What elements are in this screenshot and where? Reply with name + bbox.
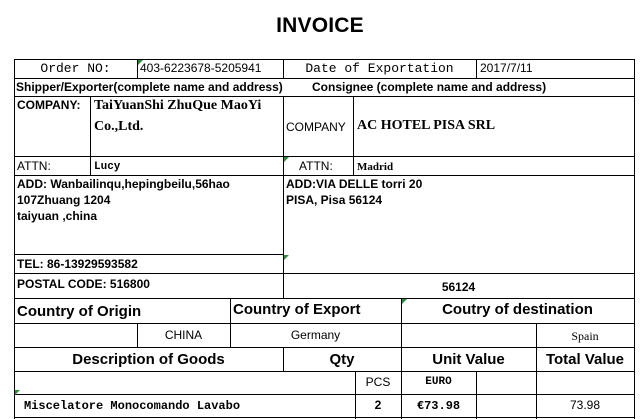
item-qty: 2 bbox=[374, 398, 382, 412]
corner-mark bbox=[284, 255, 289, 260]
item-total-value: 73.98 bbox=[569, 398, 601, 412]
shipper-postal-code: POSTAL CODE: 516800 bbox=[17, 277, 150, 291]
consignee-attn-label: ATTN: bbox=[299, 159, 333, 173]
item-unit-value: €73.98 bbox=[416, 399, 461, 413]
invoice-title: INVOICE bbox=[276, 14, 364, 37]
shipper-company-line1: TaiYuanShi ZhuQue MaoYi bbox=[94, 98, 262, 113]
qty-header: Qty bbox=[329, 351, 355, 368]
shipper-address-line3: taiyuan ,china bbox=[17, 209, 98, 223]
unit-value-header: Unit Value bbox=[432, 351, 505, 368]
shipper-address-line2: 107Zhuang 1204 bbox=[17, 193, 111, 207]
shipper-company-label: COMPANY: bbox=[17, 98, 81, 112]
order-no-value: 403-6223678-5205941 bbox=[140, 61, 262, 75]
country-of-export-value: Germany bbox=[290, 328, 341, 342]
shipper-tel: TEL: 86-13929593582 bbox=[17, 257, 138, 271]
consignee-company-label: COMPANY bbox=[286, 120, 346, 134]
country-of-origin-label: Country of Origin bbox=[17, 303, 142, 320]
consignee-address-line2: PISA, Pisa 56124 bbox=[286, 193, 383, 207]
corner-mark bbox=[15, 390, 20, 395]
consignee-address-line1: ADD:VIA DELLE torri 20 bbox=[286, 177, 423, 191]
corner-mark bbox=[284, 157, 289, 162]
country-of-export-label: Country of Export bbox=[233, 301, 361, 318]
order-no-label: Order NO: bbox=[40, 61, 111, 76]
shipper-attn-value: Lucy bbox=[94, 161, 121, 173]
consignee-postal-code: 56124 bbox=[441, 280, 476, 294]
consignee-label: Consignee (complete name and address) bbox=[312, 80, 547, 94]
country-of-destination-label: Coutry of destination bbox=[442, 301, 593, 318]
consignee-attn-value: Madrid bbox=[357, 161, 394, 173]
item-description: Miscelatore Monocomando Lavabo bbox=[24, 399, 241, 413]
shipper-attn-label: ATTN: bbox=[17, 159, 51, 173]
date-value: 2017/7/11 bbox=[480, 61, 533, 75]
date-label: Date of Exportation bbox=[305, 61, 454, 76]
country-of-destination-value: Spain bbox=[571, 329, 599, 343]
unit-pcs: PCS bbox=[365, 375, 391, 389]
shipper-label: Shipper/Exporter(complete name and address) bbox=[16, 80, 283, 94]
consignee-company-value: AC HOTEL PISA SRL bbox=[357, 118, 496, 133]
shipper-address-line1: ADD: Wanbailinqu,hepingbeilu,56hao bbox=[17, 177, 230, 191]
unit-currency: EURO bbox=[425, 376, 452, 388]
country-of-origin-value: CHINA bbox=[164, 328, 203, 342]
total-value-header: Total Value bbox=[545, 351, 625, 368]
description-header: Description of Goods bbox=[72, 351, 225, 368]
shipper-company-line2: Co.,Ltd. bbox=[94, 119, 144, 134]
